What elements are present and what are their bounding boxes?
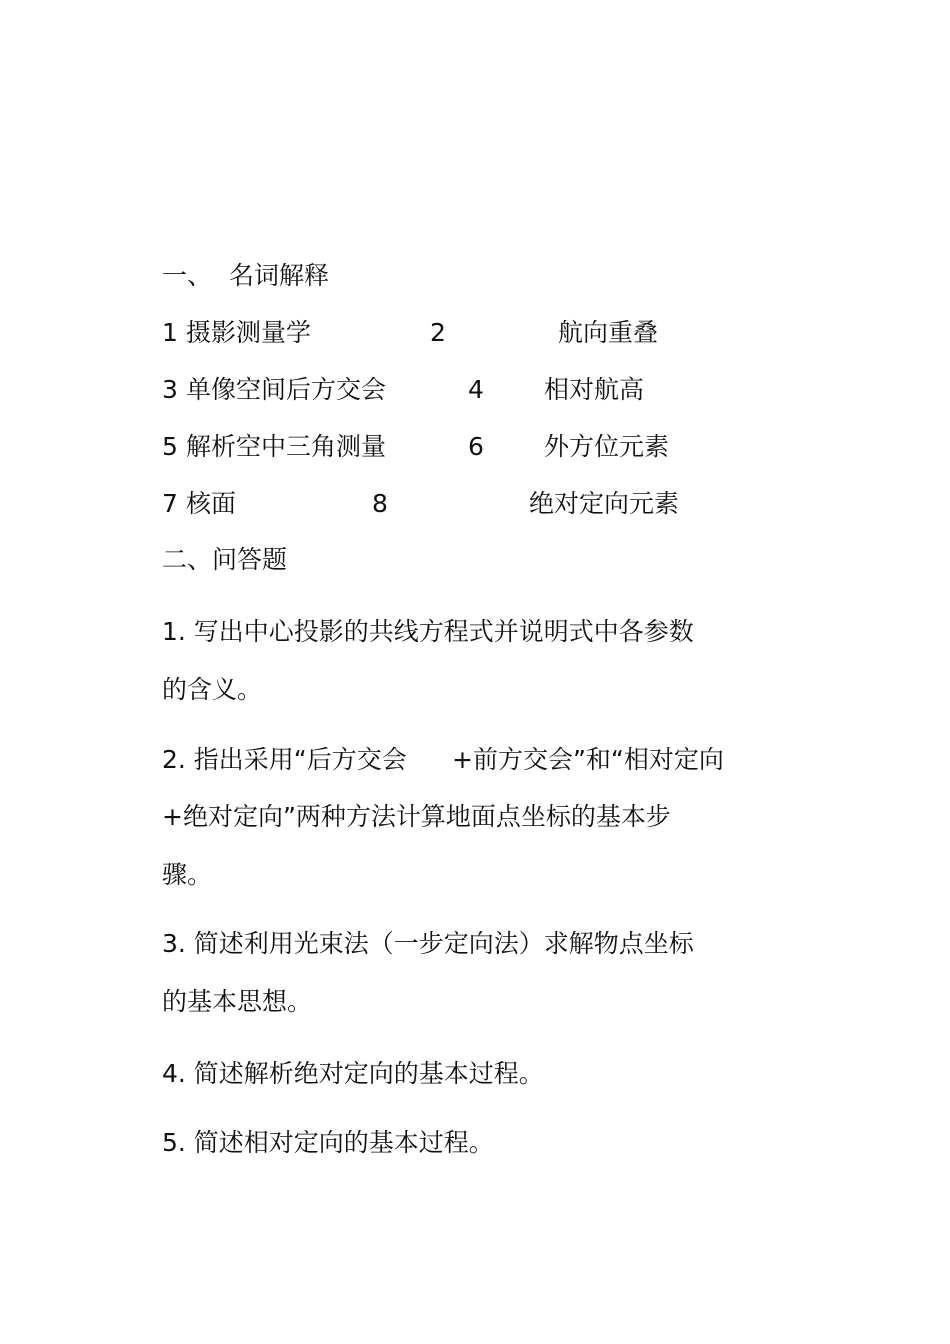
section2-heading: 二、问答题 [162,545,288,574]
term-text: 绝对定向元素 [529,489,680,518]
term-text: 核面 [186,489,237,518]
term-number: 7 [162,489,178,518]
term-text: 航向重叠 [558,318,659,347]
term-number: 1 [162,318,178,347]
question-2-line-1b: +前方交会”和“相对定向 [452,745,724,774]
term-text: 相对航高 [544,375,645,404]
question-4: 4. 简述解析绝对定向的基本过程。 [162,1059,544,1088]
term-number: 4 [468,375,484,404]
term-number: 5 [162,432,178,461]
question-3-line-1: 3. 简述利用光束法（一步定向法）求解物点坐标 [162,929,694,958]
question-1-line-2: 的含义。 [162,675,263,704]
section1-heading-title: 名词解释 [229,261,330,290]
question-2-line-1a: 2. 指出采用“后方交会 [162,745,407,774]
term-text: 外方位元素 [544,432,670,461]
question-1-line-1: 1. 写出中心投影的共线方程式并说明式中各参数 [162,617,694,646]
term-text: 单像空间后方交会 [186,375,387,404]
question-5: 5. 简述相对定向的基本过程。 [162,1128,494,1157]
section1-heading-number: 一、 [162,261,213,290]
question-2-line-2: +绝对定向”两种方法计算地面点坐标的基本步 [162,802,671,831]
term-text: 摄影测量学 [186,318,312,347]
term-number: 6 [468,432,484,461]
term-text: 解析空中三角测量 [186,432,387,461]
question-2-line-3: 骤。 [162,860,213,889]
term-number: 2 [430,318,446,347]
term-number: 8 [372,489,388,518]
term-number: 3 [162,375,178,404]
question-3-line-2: 的基本思想。 [162,987,313,1016]
